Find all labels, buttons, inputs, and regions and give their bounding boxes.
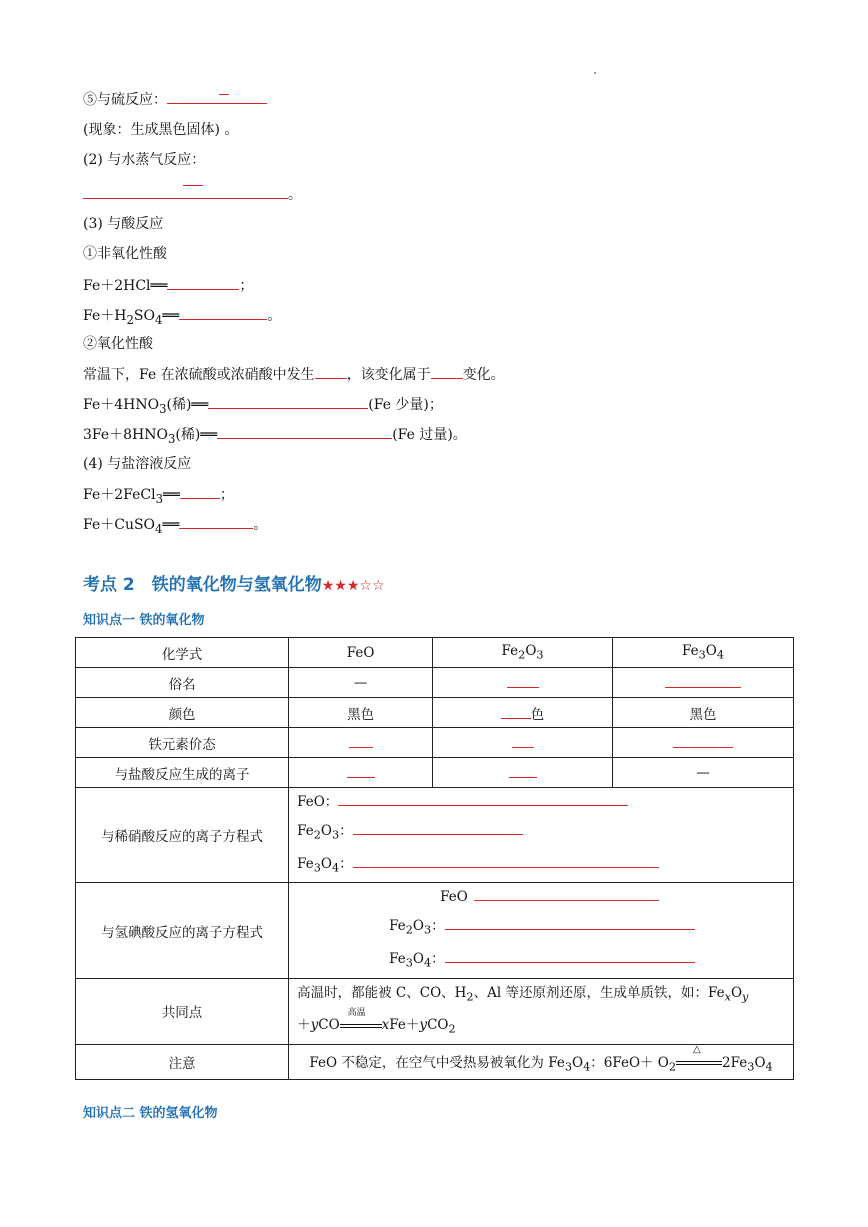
- salt-heading: (4) 与盐溶液反应: [83, 456, 192, 472]
- iron-oxide-table: [75, 637, 794, 1080]
- subscript: 3: [536, 648, 544, 662]
- row-label-common: 共同点: [76, 978, 289, 1044]
- equation-text: SO: [133, 308, 155, 324]
- cell: [289, 1045, 794, 1080]
- cell: [289, 788, 794, 883]
- formula-part: Fe: [389, 918, 406, 935]
- answer-blank: [167, 90, 267, 104]
- cell: [289, 978, 794, 1044]
- reaction-arrow: [676, 1044, 722, 1070]
- table-row: [76, 698, 794, 728]
- coefficient: x: [381, 1017, 390, 1034]
- fe-hno3-reaction: [83, 395, 443, 418]
- equation-text: ══: [162, 308, 180, 324]
- cell: —: [289, 668, 433, 698]
- cell: —: [613, 758, 794, 788]
- equation-line: [297, 850, 787, 883]
- equation-line: [297, 788, 787, 817]
- oxidizing-heading: ②氧化性酸: [83, 336, 153, 352]
- cell-text: 色: [530, 706, 545, 723]
- answer-blank: [445, 916, 695, 930]
- formula-label: ：: [431, 951, 445, 968]
- formula-part: O: [412, 918, 424, 935]
- period: 。: [253, 517, 268, 533]
- answer-blank: [673, 734, 733, 748]
- subscript: x: [724, 990, 731, 1004]
- answer-blank: [445, 949, 695, 963]
- equation-line: [295, 912, 787, 945]
- equation-text: Fe＋H: [83, 308, 127, 324]
- formula-label: ：: [431, 918, 445, 935]
- subscript: 4: [154, 312, 163, 327]
- semicolon: ；: [239, 278, 254, 294]
- period: 。: [267, 308, 282, 324]
- subscript: 2: [126, 312, 134, 327]
- cell: [613, 728, 794, 758]
- equation-dash: [183, 185, 203, 186]
- equation-text: Fe＋2FeCl: [83, 487, 156, 503]
- answer-blank: [474, 887, 659, 901]
- table-row: [76, 978, 794, 1044]
- text: FeO 不稳定，在空气中受热易被氧化为 Fe: [309, 1054, 565, 1071]
- semicolon: ；: [219, 487, 234, 503]
- equation-text: (稀)══: [166, 397, 209, 413]
- answer-blank: [353, 854, 659, 868]
- sulfur-note: (现象：生成黑色固体) 。: [83, 122, 239, 138]
- cell: 黑色: [289, 698, 433, 728]
- formula-part: O: [320, 823, 332, 839]
- answer-blank: [501, 705, 531, 719]
- fe3-hno3-reaction: [83, 425, 467, 448]
- subscript: 4: [332, 861, 340, 875]
- subscript: 3: [405, 956, 413, 970]
- answer-blank: [349, 734, 373, 748]
- subscript: 2: [668, 1060, 677, 1074]
- text: 、Al 等还原剂还原，生成单质铁，如：Fe: [473, 984, 725, 1001]
- steam-heading: (2) 与水蒸气反应：: [83, 152, 206, 168]
- subscript: 4: [155, 521, 163, 536]
- knowledge-point-1: 知识点一 铁的氧化物: [83, 613, 205, 628]
- subscript: 4: [765, 1060, 773, 1074]
- fe-cuso4-reaction: [83, 515, 267, 538]
- subscript: 4: [716, 648, 725, 662]
- equation-text: ══: [163, 487, 180, 503]
- table-row: [76, 883, 794, 978]
- reaction-arrow: [340, 1007, 382, 1033]
- equation-text: ══: [162, 517, 180, 533]
- text: O: [571, 1054, 584, 1071]
- subscript: 3: [564, 1060, 572, 1074]
- subscript: 3: [159, 401, 167, 416]
- formula-part: Fe: [297, 823, 314, 839]
- table-row: [76, 668, 794, 698]
- cell: [433, 758, 613, 788]
- answer-blank: [338, 792, 628, 806]
- answer-blank: [431, 365, 463, 379]
- table-row: [76, 788, 794, 883]
- difficulty-stars: ★★★☆☆: [321, 578, 385, 594]
- common-equation: [297, 1007, 787, 1044]
- row-label-hcl-ions: 与盐酸反应生成的离子: [76, 758, 289, 788]
- equals-bar: [340, 1024, 382, 1028]
- equation-line: [297, 817, 787, 850]
- formula-label: ：: [339, 855, 353, 872]
- formula-part: Fe: [681, 643, 699, 660]
- coefficient: y: [310, 1017, 319, 1034]
- equation-text: Fe＋CuSO: [83, 517, 156, 533]
- passivation-line: [83, 365, 505, 384]
- text: ＋: [297, 1017, 311, 1034]
- answer-blank: [507, 674, 539, 688]
- sulfur-label: ⑤与硫反应：: [83, 92, 167, 108]
- knowledge-point-2: 知识点二 铁的氢氧化物: [83, 1106, 218, 1121]
- subscript: 3: [313, 861, 321, 875]
- subscript: 3: [424, 924, 432, 938]
- acid-heading: (3) 与酸反应: [83, 216, 164, 232]
- cell: [433, 728, 613, 758]
- answer-blank: [179, 515, 253, 529]
- answer-blank: [208, 395, 368, 409]
- formula-part: O: [705, 643, 717, 660]
- note: (Fe 过量)。: [392, 427, 467, 443]
- answer-blank: [665, 674, 741, 688]
- equation-line: [295, 883, 787, 912]
- formula-part: Fe: [501, 643, 519, 660]
- subscript: 2: [313, 828, 321, 842]
- text: Fe＋: [389, 1017, 420, 1034]
- answer-blank: [180, 485, 220, 499]
- answer-blank: [83, 185, 288, 199]
- answer-blank: [512, 734, 534, 748]
- text: 高温时，都能被 C、CO、H: [297, 984, 467, 1001]
- formula-part: O: [525, 643, 537, 660]
- common-text: [297, 979, 787, 1012]
- steam-reaction: [83, 185, 302, 204]
- answer-blank: [217, 425, 392, 439]
- coefficient: y: [419, 1017, 428, 1034]
- table-row: [76, 638, 794, 668]
- cell: [289, 883, 794, 978]
- equation-text: (稀)══: [175, 427, 218, 443]
- cell: [289, 728, 433, 758]
- table-row: [76, 758, 794, 788]
- cell: [613, 668, 794, 698]
- header-feo: FeO: [289, 638, 433, 668]
- subscript: 2: [405, 924, 413, 938]
- subscript: 4: [583, 1060, 591, 1074]
- equation-text: Fe＋2HCl══: [83, 278, 168, 294]
- header-fe2o3: [433, 638, 613, 668]
- condition: △: [693, 1044, 701, 1056]
- equation-text: Fe＋4HNO: [83, 397, 160, 413]
- text: O: [754, 1054, 766, 1071]
- period: 。: [288, 187, 302, 203]
- equation-line: [295, 945, 787, 978]
- answer-blank: [179, 306, 267, 320]
- section-title-text: 考点 2 铁的氧化物与氢氧化物: [83, 575, 322, 595]
- answer-blank: [353, 821, 523, 835]
- row-label-color: 颜色: [76, 698, 289, 728]
- cell: 黑色: [613, 698, 794, 728]
- subscript: 2: [448, 1023, 456, 1037]
- row-label-valence: 铁元素价态: [76, 728, 289, 758]
- formula-part: O: [412, 951, 424, 968]
- cell: [433, 668, 613, 698]
- formula-label: FeO：: [297, 794, 339, 810]
- sulfur-reaction: [83, 90, 267, 109]
- formula-part: O: [320, 855, 332, 872]
- subscript: 3: [747, 1060, 755, 1074]
- non-oxidizing-heading: ①非氧化性酸: [83, 246, 167, 262]
- cell: [289, 758, 433, 788]
- text: CO: [427, 1017, 449, 1034]
- row-label-note: 注意: [76, 1045, 289, 1080]
- subscript: 4: [424, 956, 432, 970]
- subscript: 3: [698, 648, 706, 662]
- answer-blank: [347, 764, 375, 778]
- fe-h2so4-reaction: [83, 306, 281, 329]
- text: 常温下，Fe 在浓硫酸或浓硝酸中发生: [83, 367, 315, 383]
- text: CO: [318, 1017, 340, 1034]
- answer-blank: [315, 365, 347, 379]
- subscript: 2: [518, 648, 526, 662]
- cell: [433, 698, 613, 728]
- fe-fecl3-reaction: [83, 485, 234, 508]
- section-title: [83, 570, 385, 595]
- row-label-hno3-equation: 与稀硝酸反应的离子方程式: [76, 788, 289, 883]
- text: ：6FeO＋ O: [590, 1054, 669, 1071]
- text: 2Fe: [722, 1054, 748, 1071]
- table-row: [76, 1045, 794, 1080]
- formula-part: O: [730, 984, 743, 1001]
- text: 变化。: [462, 367, 505, 383]
- header-fe3o4: [613, 638, 794, 668]
- fe-hcl-reaction: [83, 276, 253, 295]
- formula-part: Fe: [389, 951, 406, 968]
- row-label-hi-equation: 与氢碘酸反应的离子方程式: [76, 883, 289, 978]
- equation-dash: [219, 94, 229, 95]
- formula-label: FeO: [440, 889, 468, 906]
- answer-blank: [167, 276, 239, 290]
- answer-blank: [509, 764, 537, 778]
- equals-bar: [676, 1061, 722, 1065]
- equation-text: 3Fe＋8HNO: [83, 427, 168, 443]
- header-formula: 化学式: [76, 638, 289, 668]
- text: ，该变化属于: [346, 367, 431, 383]
- subscript: 3: [332, 828, 340, 842]
- note: (Fe 少量)；: [368, 397, 443, 413]
- subscript: 2: [466, 990, 474, 1004]
- subscript: 3: [155, 491, 163, 506]
- subscript: y: [742, 990, 749, 1004]
- table-row: [76, 728, 794, 758]
- row-label-common-name: 俗名: [76, 668, 289, 698]
- subscript: 3: [167, 431, 176, 446]
- formula-part: Fe: [297, 855, 314, 872]
- scan-dot: [594, 72, 596, 74]
- condition: 高温: [347, 1007, 366, 1018]
- formula-label: ：: [339, 823, 353, 839]
